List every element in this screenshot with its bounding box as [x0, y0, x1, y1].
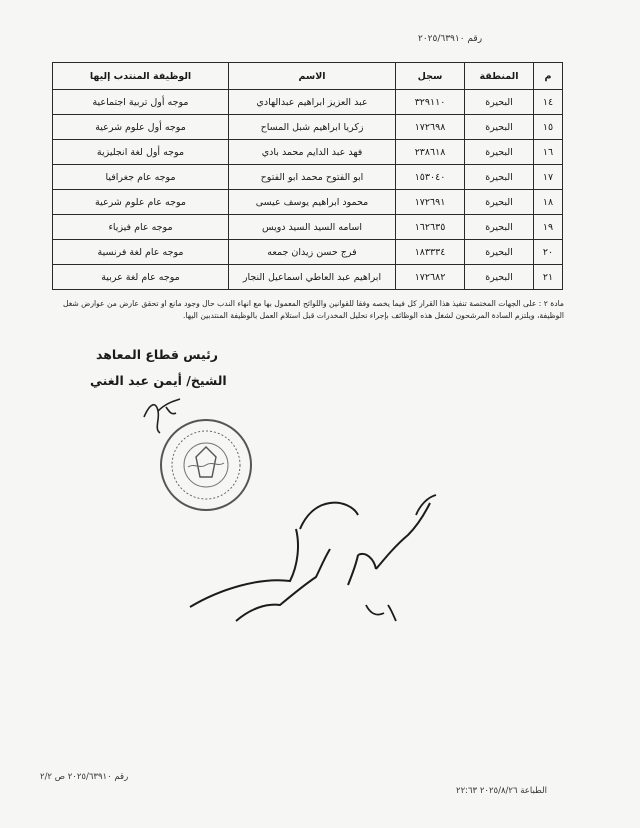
- row-index: ١٨: [534, 190, 563, 215]
- row-region: البحيرة: [465, 90, 534, 115]
- column-header-record: سجل: [396, 63, 465, 90]
- row-index: ١٧: [534, 165, 563, 190]
- row-region: البحيرة: [465, 215, 534, 240]
- row-region: البحيرة: [465, 190, 534, 215]
- table-row: [53, 190, 563, 215]
- row-job: موجه أول تربية اجتماعية: [53, 90, 229, 115]
- row-record: ١٧٢٦٩٨: [396, 115, 465, 140]
- row-record: ١٦٢٦٣٥: [396, 215, 465, 240]
- footer-print-info: الطباعة ٢٠٢٥/٨/٢٦ ٢٢:٦٣: [456, 786, 547, 796]
- row-index: ٢٠: [534, 240, 563, 265]
- assignment-table: [52, 62, 563, 290]
- table-row: [53, 265, 563, 290]
- row-name: عبد العزيز ابراهيم عبدالهادي: [229, 90, 396, 115]
- signatory-name: الشيخ/ أيمن عبد الغني: [90, 373, 227, 388]
- table-header-row: [53, 63, 563, 90]
- table-row: [53, 215, 563, 240]
- signatory-title: رئيس قطاع المعاهد: [96, 347, 218, 362]
- row-index: ١٦: [534, 140, 563, 165]
- row-record: ١٧٢٦٩١: [396, 190, 465, 215]
- column-header-region: المنطقة: [465, 63, 534, 90]
- table-row: [53, 165, 563, 190]
- row-region: البحيرة: [465, 115, 534, 140]
- footer-page-ref: رقم ٢٠٢٥/٦٣٩١٠ ص ٢/٢: [40, 772, 129, 782]
- reference-number: رقم ٢٠٢٥/٦٣٩١٠: [418, 34, 483, 44]
- row-name: ابو الفتوح محمد ابو الفتوح: [229, 165, 396, 190]
- table-row: [53, 115, 563, 140]
- row-job: موجه أول علوم شرعية: [53, 115, 229, 140]
- row-job: موجه أول لغة انجليزية: [53, 140, 229, 165]
- row-index: ١٤: [534, 90, 563, 115]
- row-name: زكريا ابراهيم شبل المساح: [229, 115, 396, 140]
- row-region: البحيرة: [465, 240, 534, 265]
- row-name: ابراهيم عبد العاطي اسماعيل النجار: [229, 265, 396, 290]
- row-index: ١٥: [534, 115, 563, 140]
- row-index: ٢١: [534, 265, 563, 290]
- table-row: [53, 240, 563, 265]
- article-note: مادة ٢ : على الجهات المختصة تنفيذ هذا القرار كل فيما يخصه وفقا للقوانين واللوائح المعمول بها مع انهاء الندب حال وجود مانع او تحقق عارض من عوارض شغل الوظيفة، ويلتزم السادة المرشحون لشغل هذه الوظائف بإجراء تحليل المخدرات قبل استلام العمل بالوظيفة المنتدبين اليها.: [62, 299, 564, 320]
- row-job: موجه عام فيزياء: [53, 215, 229, 240]
- row-index: ١٩: [534, 215, 563, 240]
- handwritten-signature-icon: [180, 485, 450, 645]
- row-job: موجه عام لغة عربية: [53, 265, 229, 290]
- row-region: البحيرة: [465, 165, 534, 190]
- row-record: ١٥٣٠٤٠: [396, 165, 465, 190]
- row-record: ١٧٢٦٨٢: [396, 265, 465, 290]
- row-record: ٢٣٨٦١٨: [396, 140, 465, 165]
- row-region: البحيرة: [465, 265, 534, 290]
- row-name: فهد عبد الدايم محمد بادي: [229, 140, 396, 165]
- table-row: [53, 90, 563, 115]
- row-job: موجه عام علوم شرعية: [53, 190, 229, 215]
- row-job: موجه عام جغرافيا: [53, 165, 229, 190]
- column-header-index: م: [534, 63, 563, 90]
- row-name: اسامه السيد السيد دويس: [229, 215, 396, 240]
- column-header-job: الوظيفة المنتدب إليها: [53, 63, 229, 90]
- row-job: موجه عام لغة فرنسية: [53, 240, 229, 265]
- row-name: فرج حسن زيدان جمعه: [229, 240, 396, 265]
- row-record: ٣٢٩١١٠: [396, 90, 465, 115]
- column-header-name: الاسم: [229, 63, 396, 90]
- row-name: محمود ابراهيم يوسف عيسى: [229, 190, 396, 215]
- row-record: ١٨٣٣٣٤: [396, 240, 465, 265]
- row-region: البحيرة: [465, 140, 534, 165]
- table-row: [53, 140, 563, 165]
